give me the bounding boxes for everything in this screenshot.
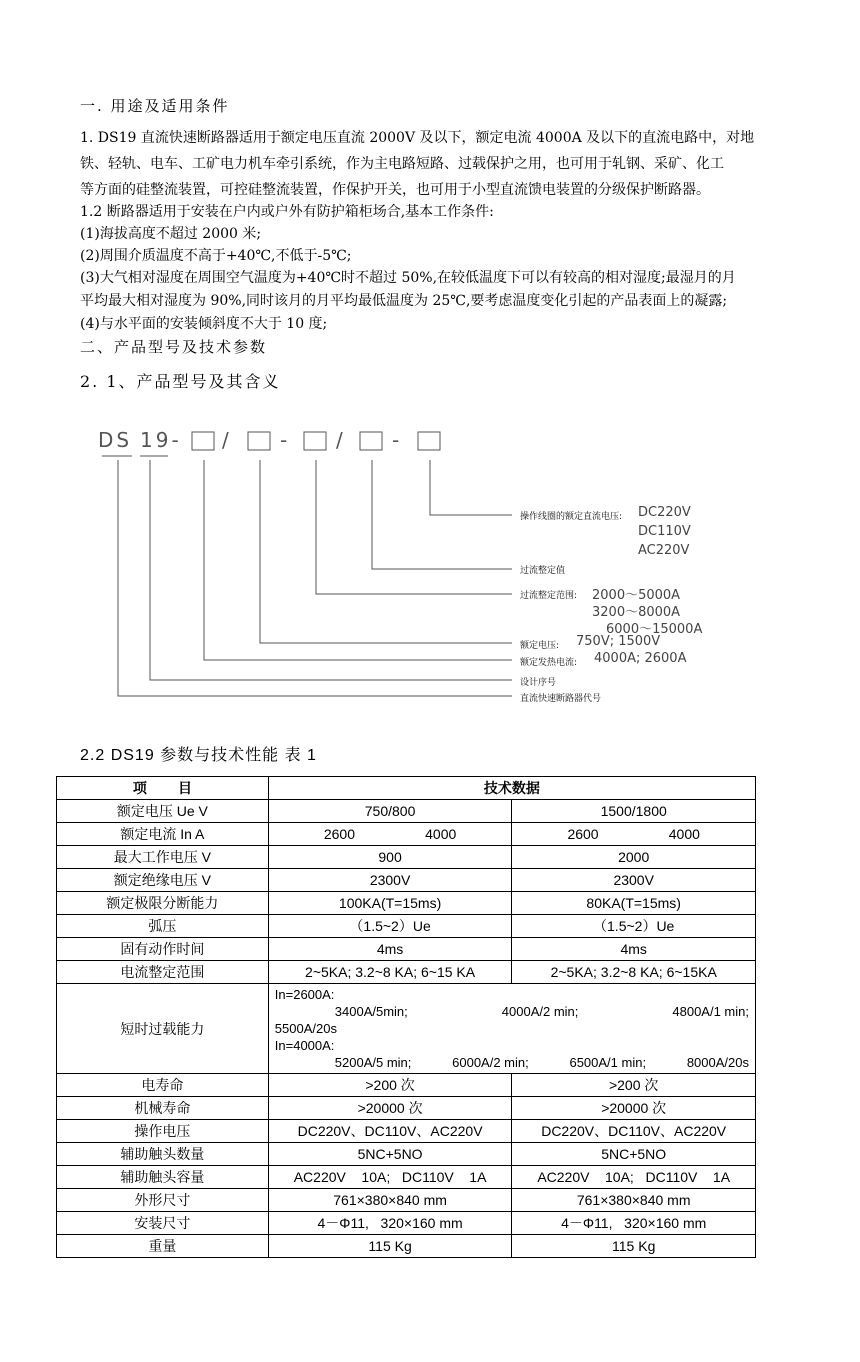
section1-heading: 一. 用途及适用条件 xyxy=(80,97,230,115)
cell-b xyxy=(512,823,756,846)
cell-b: 2000 xyxy=(512,846,756,869)
code-box-1 xyxy=(192,432,214,450)
cell-b: 1500/1800 xyxy=(512,800,756,823)
model-code-diagram xyxy=(0,420,860,710)
value-coil-2: DC110V xyxy=(638,524,691,539)
cell-b: 5NC+5NO xyxy=(512,1143,756,1166)
cell-b: >200 次 xyxy=(512,1074,756,1097)
table-row xyxy=(57,1166,756,1189)
value-range-1: 2000～5000A xyxy=(592,588,681,603)
table-row xyxy=(57,1189,756,1212)
table-row xyxy=(57,846,756,869)
cell-b: 2~5KA; 3.2~8 KA; 6~15KA xyxy=(512,961,756,984)
overload-val: 5200A/5 min; xyxy=(334,1055,412,1070)
code-slash-1: / xyxy=(222,428,232,452)
code-dash-1: - xyxy=(280,428,291,452)
table-row xyxy=(57,915,756,938)
cell-a: >200 次 xyxy=(268,1074,512,1097)
row-item: 最大工作电压 V xyxy=(57,846,269,869)
row-item: 操作电压 xyxy=(57,1120,269,1143)
section2-heading: 二、产品型号及技术参数 xyxy=(80,338,268,356)
overload-val: 3400A/5min; xyxy=(334,1004,408,1019)
cell-a-1: 2600 xyxy=(323,826,355,842)
cell-a: 5NC+5NO xyxy=(268,1143,512,1166)
value-coil-3: AC220V xyxy=(638,543,690,558)
table-row xyxy=(57,869,756,892)
cell-a xyxy=(268,823,512,846)
table-row-overload xyxy=(57,984,756,1074)
overload-val: 8000A/20s xyxy=(686,1055,749,1070)
row-item: 固有动作时间 xyxy=(57,938,269,961)
cell-b: DC220V、DC110V、AC220V xyxy=(512,1120,756,1143)
row-item: 电流整定范围 xyxy=(57,961,269,984)
overload-in2600: In=2600A: xyxy=(274,987,335,1002)
value-rated-current: 4000A; 2600A xyxy=(594,651,687,666)
header-data: 技术数据 xyxy=(268,777,755,800)
code-slash-2: / xyxy=(336,428,346,452)
row-item: 外形尺寸 xyxy=(57,1189,269,1212)
overload-line-3: 5500A/20s xyxy=(274,1021,337,1036)
cell-b: >20000 次 xyxy=(512,1097,756,1120)
table-row xyxy=(57,892,756,915)
label-setting-value: 过流整定值 xyxy=(520,566,566,576)
table-row xyxy=(57,961,756,984)
leader-rated-current xyxy=(204,460,512,660)
code-prefix-19: 19- xyxy=(140,428,182,452)
label-design-no: 设计序号 xyxy=(520,678,557,688)
condition-1: (1)海拔高度不超过 2000 米; xyxy=(80,226,262,242)
header-item: 项 目 xyxy=(57,777,269,800)
overload-val: 4000A/2 min; xyxy=(501,1004,579,1019)
para1-line-2: 铁、轻轨、电车、工矿电力机车牵引系统，作为主电路短路、过载保护之用，也可用于轧钢、采矿、化工 xyxy=(80,156,724,172)
table-header-row xyxy=(57,777,756,800)
cell-a: 900 xyxy=(268,846,512,869)
row-item: 辅助触头数量 xyxy=(57,1143,269,1166)
leader-setting-range xyxy=(316,460,512,594)
cell-a: AC220V 10A; DC110V 1A xyxy=(268,1166,512,1189)
para2: 1.2 断路器适用于安装在户内或户外有防护箱柜场合,基本工作条件: xyxy=(80,204,494,220)
cell-a: >20000 次 xyxy=(268,1097,512,1120)
row-item: 额定电压 Ue V xyxy=(57,800,269,823)
cell-a: （1.5~2）Ue xyxy=(268,915,512,938)
row-item: 电寿命 xyxy=(57,1074,269,1097)
overload-val: 4800A/1 min; xyxy=(672,1004,749,1019)
cell-a: 100KA(T=15ms) xyxy=(268,892,512,915)
cell-a: 4－Φ11, 320×160 mm xyxy=(268,1212,512,1235)
cell-b: AC220V 10A; DC110V 1A xyxy=(512,1166,756,1189)
row-item: 弧压 xyxy=(57,915,269,938)
value-rated-voltage: 750V; 1500V xyxy=(576,634,661,649)
value-coil-1: DC220V xyxy=(638,505,691,520)
code-box-5 xyxy=(418,432,440,450)
cell-a: DC220V、DC110V、AC220V xyxy=(268,1120,512,1143)
label-breaker-code: 直流快速断路器代号 xyxy=(520,694,602,704)
cell-a: 2300V xyxy=(268,869,512,892)
value-range-2: 3200～8000A xyxy=(592,605,681,620)
table-row xyxy=(57,1074,756,1097)
overload-line-5 xyxy=(275,1054,749,1071)
row-item: 重量 xyxy=(57,1235,269,1258)
cell-b-1: 2600 xyxy=(567,826,599,842)
label-rated-current: 额定发热电流: xyxy=(520,658,578,668)
table-row xyxy=(57,1143,756,1166)
leader-rated-voltage xyxy=(260,460,512,643)
para1-line-3: 等方面的硅整流装置，可控硅整流装置，作保护开关，也可用于小型直流馈电装置的分级保护断路器。 xyxy=(80,182,710,198)
table-row xyxy=(57,1097,756,1120)
cell-a: 750/800 xyxy=(268,800,512,823)
cell-b: 4－Φ11, 320×160 mm xyxy=(512,1212,756,1235)
row-item: 辅助触头容量 xyxy=(57,1166,269,1189)
label-setting-range: 过流整定范围: xyxy=(520,591,578,601)
row-item: 安装尺寸 xyxy=(57,1212,269,1235)
overload-in4000: In=4000A: xyxy=(274,1038,335,1053)
label-coil-voltage: 操作线圈的额定直流电压: xyxy=(520,512,623,522)
spec-table xyxy=(56,776,756,1258)
para1-line-1: 1. DS19 直流快速断路器适用于额定电压直流 2000V 及以下，额定电流 4000A 及以下的直流电路中，对地 xyxy=(80,130,755,146)
row-item: 额定绝缘电压 V xyxy=(57,869,269,892)
cell-b-2: 4000 xyxy=(668,826,700,842)
diagram-lines xyxy=(0,420,860,710)
row-item: 机械寿命 xyxy=(57,1097,269,1120)
code-dash-2: - xyxy=(392,428,403,452)
condition-3-line-2: 平均最大相对湿度为 90%,同时该月的月平均最低温度为 25℃,要考虑温度变化引起的产品表面上的凝露; xyxy=(80,293,728,309)
label-rated-voltage: 额定电压: xyxy=(520,641,560,651)
cell-a: 761×380×840 mm xyxy=(268,1189,512,1212)
table-row xyxy=(57,1235,756,1258)
row-item: 短时过载能力 xyxy=(57,984,269,1074)
condition-4: (4)与水平面的安装倾斜度不大于 10 度; xyxy=(80,316,328,332)
row-item: 额定极限分断能力 xyxy=(57,892,269,915)
leader-breaker-code xyxy=(118,460,512,696)
overload-cell xyxy=(268,984,755,1074)
row-item: 额定电流 In A xyxy=(57,823,269,846)
code-box-2 xyxy=(248,432,270,450)
cell-b: 80KA(T=15ms) xyxy=(512,892,756,915)
cell-b: 115 Kg xyxy=(512,1235,756,1258)
table-row xyxy=(57,1212,756,1235)
cell-b: 4ms xyxy=(512,938,756,961)
table-row xyxy=(57,823,756,846)
cell-a: 2~5KA; 3.2~8 KA; 6~15 KA xyxy=(268,961,512,984)
value-range-3: 6000～15000A xyxy=(606,622,703,637)
code-prefix-ds: DS xyxy=(98,428,133,452)
cell-b: （1.5~2）Ue xyxy=(512,915,756,938)
table-row xyxy=(57,1120,756,1143)
cell-b: 761×380×840 mm xyxy=(512,1189,756,1212)
table-title: 2.2 DS19 参数与技术性能 表 1 xyxy=(80,747,317,764)
cell-a: 4ms xyxy=(268,938,512,961)
cell-a: 115 Kg xyxy=(268,1235,512,1258)
overload-val: 6500A/1 min; xyxy=(569,1055,647,1070)
overload-val: 6000A/2 min; xyxy=(452,1055,529,1070)
section2-sub1: 2. 1、产品型号及其含义 xyxy=(80,372,281,391)
code-box-3 xyxy=(304,432,326,450)
condition-3-line-1: (3)大气相对湿度在周围空气温度为+40℃时不超过 50%,在较低温度下可以有较高的相对湿度;最湿月的月 xyxy=(80,270,736,286)
overload-line-2 xyxy=(275,1003,749,1020)
leader-coil-voltage xyxy=(430,460,512,515)
table-row xyxy=(57,938,756,961)
condition-2: (2)周围介质温度不高于+40℃,不低于-5℃; xyxy=(80,248,352,264)
code-box-4 xyxy=(360,432,382,450)
cell-a-2: 4000 xyxy=(425,826,457,842)
cell-b: 2300V xyxy=(512,869,756,892)
table-row xyxy=(57,800,756,823)
